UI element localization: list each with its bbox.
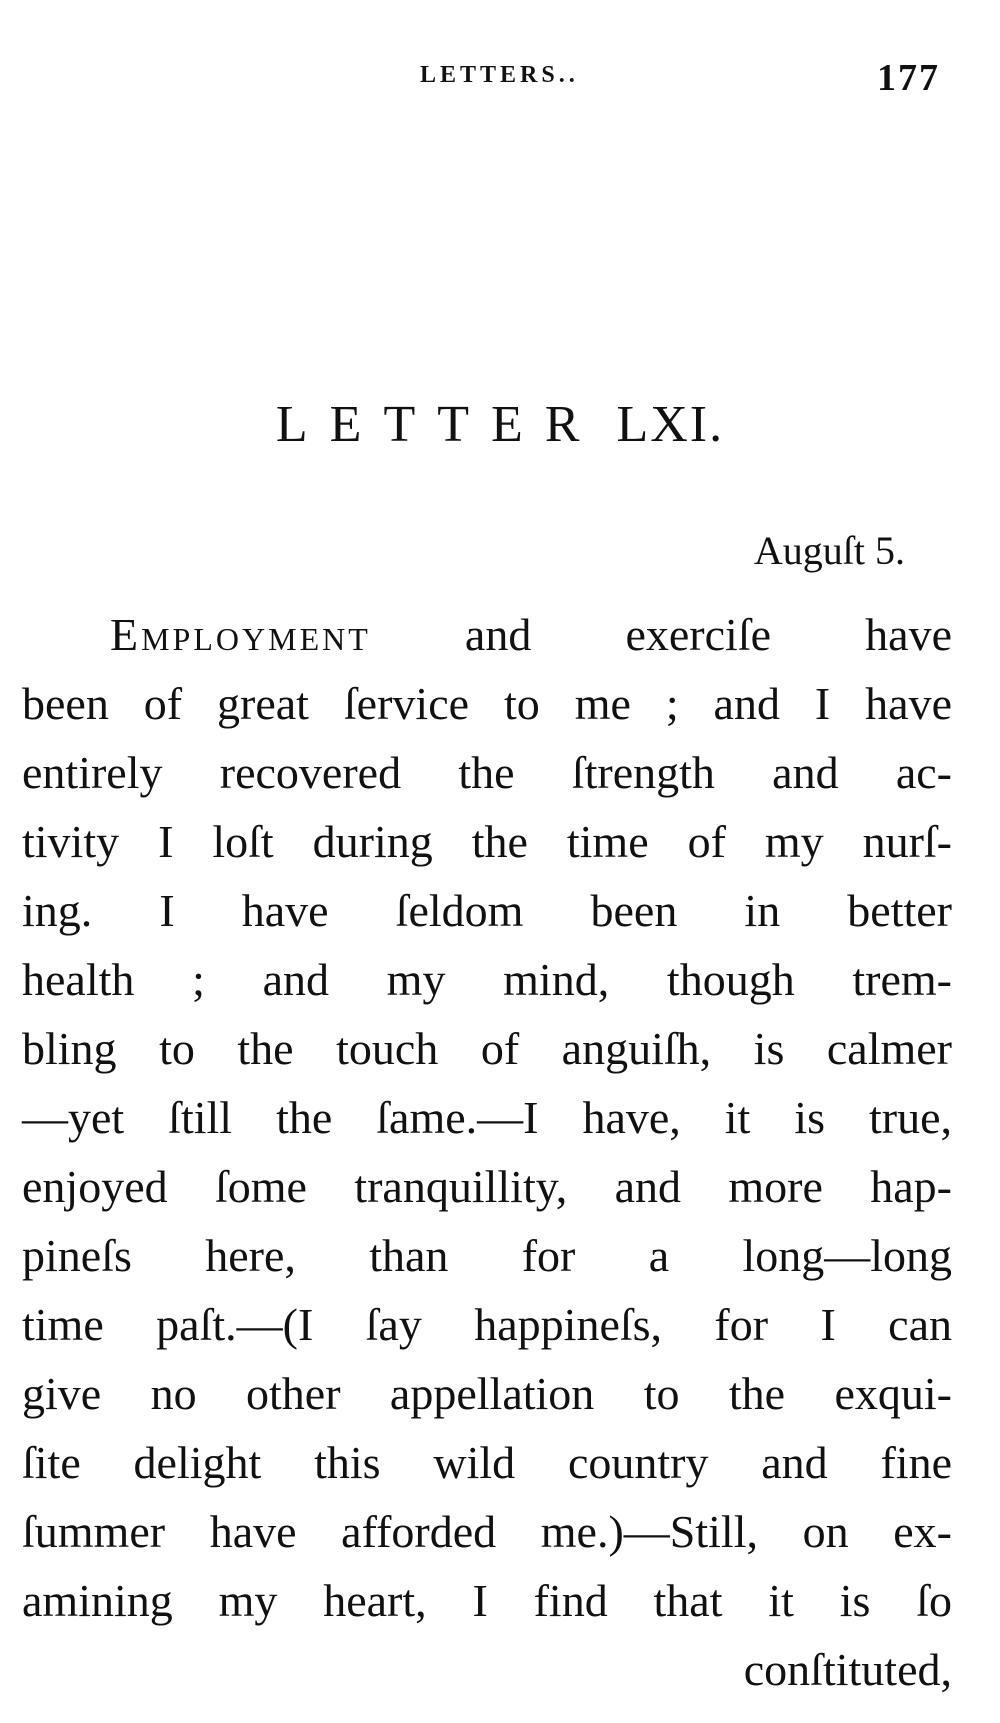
page-number: 177 bbox=[877, 57, 940, 99]
letter-body bbox=[22, 600, 952, 1704]
body-line: been of great ſervice to me ; and I have bbox=[22, 678, 952, 729]
letter-heading-word: LETTER bbox=[275, 396, 602, 453]
running-title: LETTERS.. bbox=[420, 62, 579, 88]
body-line: give no other appellation to the exqui- bbox=[22, 1368, 952, 1419]
body-line bbox=[22, 600, 952, 669]
body-line: time paſt.—(I ſay happineſs, for I can bbox=[22, 1299, 952, 1350]
letter-heading-number: LXI. bbox=[616, 396, 725, 453]
letter-heading bbox=[0, 395, 1000, 454]
body-line: ſite delight this wild country and fine bbox=[22, 1437, 952, 1488]
body-line: enjoyed ſome tranquillity, and more hap- bbox=[22, 1161, 952, 1212]
body-line: amining my heart, I find that it is ſo bbox=[22, 1575, 952, 1626]
body-line: tivity I loſt during the time of my nurſ- bbox=[22, 816, 952, 867]
body-line: —yet ſtill the ſame.—I have, it is true, bbox=[22, 1092, 952, 1143]
body-line: health ; and my mind, though trem- bbox=[22, 954, 952, 1005]
catchword: conſtituted, bbox=[743, 1644, 952, 1695]
running-head bbox=[0, 57, 1000, 102]
body-line: bling to the touch of anguiſh, is calmer bbox=[22, 1023, 952, 1074]
first-word: Employment bbox=[110, 609, 371, 660]
letter-date: Auguſt 5. bbox=[753, 528, 905, 573]
body-line: ing. I have ſeldom been in better bbox=[22, 885, 952, 936]
body-line: entirely recovered the ſtrength and ac- bbox=[22, 747, 952, 798]
body-line: pineſs here, than for a long—long bbox=[22, 1230, 952, 1281]
body-line: ſummer have afforded me.)—Still, on ex- bbox=[22, 1506, 952, 1557]
body-line-text: and exerciſe have bbox=[370, 609, 952, 660]
